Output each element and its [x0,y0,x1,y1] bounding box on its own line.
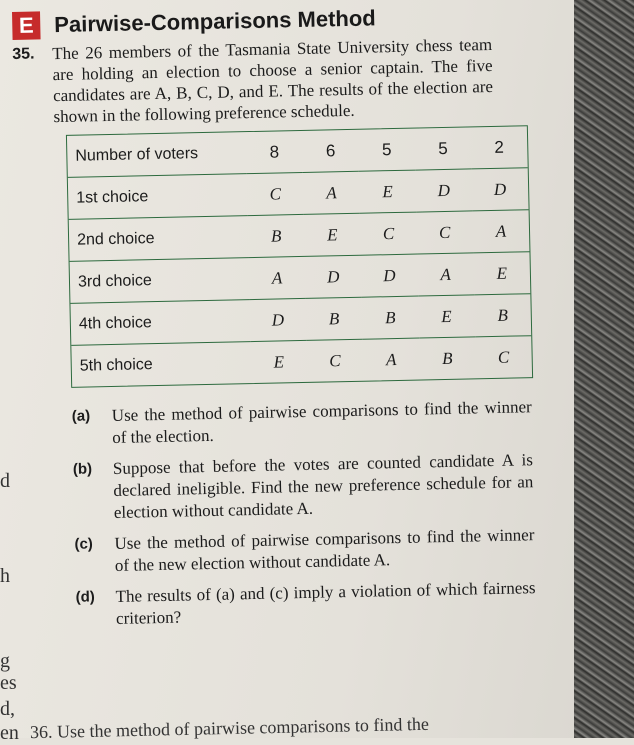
background-carpet [574,0,634,738]
row-label: 1st choice [68,174,248,220]
candidate-cell: D [471,168,528,211]
candidate-cell: E [250,340,307,383]
candidate-cell: D [361,254,418,297]
candidate-cell: A [417,253,474,296]
candidate-cell: C [306,339,363,382]
part-text: Use the method of pairwise comparisons to find the winner of the election. [111,397,532,447]
part-d [75,577,536,631]
candidate-cell: E [473,252,530,295]
voter-count: 5 [437,138,448,158]
table-row [71,336,532,387]
preference-schedule-table [66,125,533,388]
voter-count: 5 [381,139,392,159]
row-label: 5th choice [71,342,251,387]
candidate-cell: B [419,337,476,380]
candidate-cell: B [362,296,419,339]
edge-fragment: g [0,650,10,672]
candidate-cell: B [474,294,531,337]
part-label: (c) [74,535,94,553]
part-b [73,449,534,525]
problem-text: The 26 members of the Tasmania State University chess team are holding an election to choose a senior captain. The five candidates are A, B, C, D, and E. The results of the election are shown in the following preference schedule. [52,34,494,127]
part-label: (d) [75,588,95,606]
section-header [12,4,376,40]
voter-count: 8 [269,141,280,162]
candidate-cell: D [415,169,472,212]
edge-fragment: d, [0,698,15,720]
part-text: Use the method of pairwise comparisons to find the winner of the new election without candidate A. [114,525,535,575]
candidate-cell: D [305,255,362,298]
edge-fragment: h [0,565,10,587]
problem-content [12,33,544,641]
candidate-cell: B [306,297,363,340]
candidate-cell: C [416,211,473,254]
candidate-cell: E [418,295,475,338]
candidate-cell: C [247,172,304,215]
row-label: 3rd choice [70,258,250,304]
header-label: Number of voters [75,144,199,165]
candidate-cell: A [472,210,529,253]
section-letter-badge: E [12,11,41,40]
candidate-cell: E [359,170,416,213]
candidate-cell: A [249,256,306,299]
part-c [74,524,535,578]
candidate-cell: A [303,171,360,214]
voter-count: 6 [325,140,336,160]
part-text: The results of (a) and (c) imply a violation of which fairness criterion? [115,578,536,628]
candidate-cell: A [363,338,420,381]
row-label: 4th choice [70,300,250,346]
next-problem-fragment: 36. Use the method of pairwise comparisons to find the [29,713,430,743]
candidate-cell: D [249,298,306,341]
part-label: (b) [72,460,93,478]
part-a [72,396,533,450]
candidate-cell: B [248,214,305,257]
candidate-cell: C [475,336,532,379]
part-text: Suppose that before the votes are counted candidate A is declared ineligible. Find the new preference schedule for an election without candidate A. [112,450,534,522]
section-title: Pairwise-Comparisons Method [54,5,376,38]
problem-parts [72,396,537,631]
candidate-cell: C [360,212,417,255]
voter-count: 2 [494,137,505,157]
left-edge-fragments [0,0,19,744]
candidate-cell: E [304,213,361,256]
problem-number: 35. [12,45,35,63]
edge-fragment: es [0,672,17,694]
edge-fragment: en [0,722,19,744]
problem-35 [12,33,534,128]
edge-fragment: d [0,470,10,492]
part-label: (a) [71,407,91,425]
row-label: 2nd choice [69,216,249,262]
